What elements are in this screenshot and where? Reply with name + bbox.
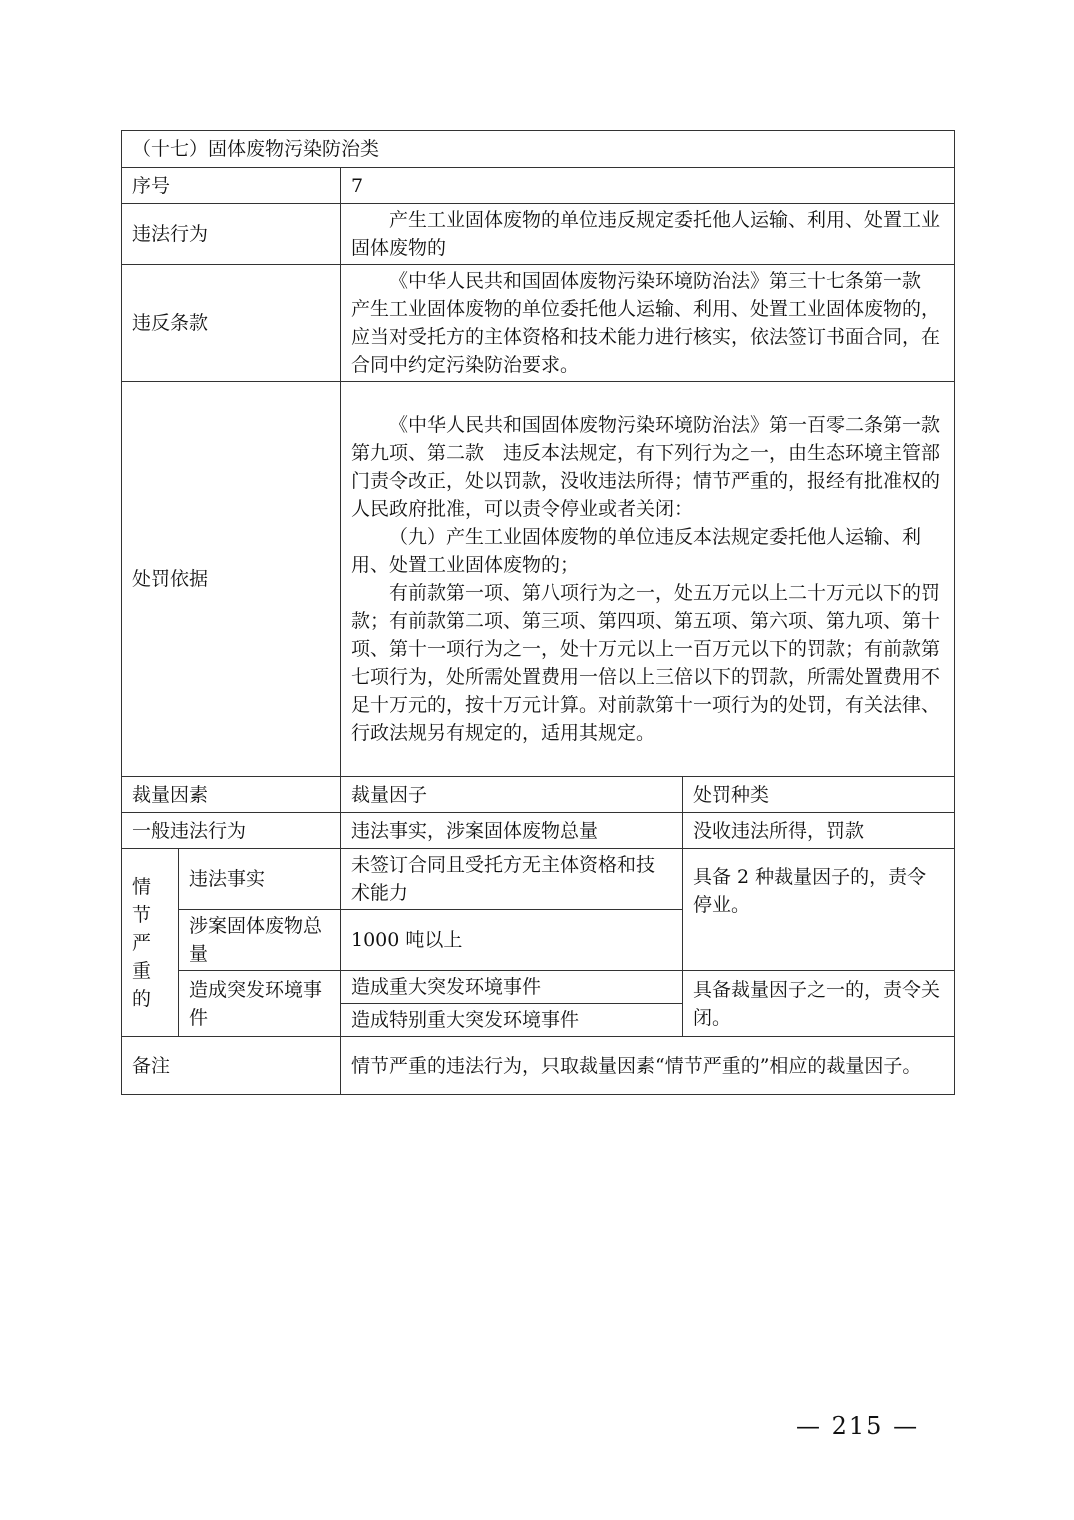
penalty-basis-label: 处罚依据 — [122, 382, 341, 777]
penalty-discretion-table — [121, 130, 955, 1095]
serious-label-char: 的 — [132, 987, 152, 1010]
violation-text: 产生工业固体废物的单位违反规定委托他人运输、利用、处置工业固体废物的 — [351, 209, 941, 259]
serious-factor-waste-total: 涉案固体废物总量 — [179, 910, 341, 971]
serious-violation-label — [122, 849, 179, 1037]
section-title: （十七）固体废物污染防治类 — [122, 131, 955, 168]
serious-penalty-close: 具备裁量因子之一的，责令关闭。 — [683, 971, 955, 1037]
seq-label: 序号 — [122, 168, 341, 204]
discretion-header-factor: 裁量因素 — [122, 777, 341, 813]
serious-label-char: 重 — [132, 959, 152, 982]
violation-label: 违法行为 — [122, 204, 341, 265]
serious-factor-fact: 违法事实 — [179, 849, 341, 910]
serious-sub-factor-waste-total: 1000 吨以上 — [341, 910, 683, 971]
serious-sub-factor-extra-major-incident: 造成特别重大突发环境事件 — [341, 1004, 683, 1037]
serious-penalty-suspend: 具备 2 种裁量因子的，责令停业。 — [683, 849, 955, 971]
penalty-basis-paragraph-2: （九）产生工业固体废物的单位违反本法规定委托他人运输、利用、处置工业固体废物的； — [351, 526, 922, 576]
page-number: — 215 — — [796, 1412, 920, 1440]
discretion-header-penalty-type: 处罚种类 — [683, 777, 955, 813]
serious-label-char: 情 — [132, 875, 152, 898]
penalty-basis-paragraph-1: 《中华人民共和国固体废物污染环境防治法》第一百零二条第一款第九项、第二款 违反本法规定，有下列行为之一，由生态环境主管部门责令改正，处以罚款，没收违法所得；情节严重的，报经有批准权的人民政府批准，可以责令停业或者关闭： — [351, 414, 941, 520]
penalty-basis-paragraph-3: 有前款第一项、第八项行为之一，处五万元以上二十万元以下的罚款；有前款第二项、第三项、第四项、第五项、第六项、第九项、第十项、第十一项行为之一，处十万元以上一百万元以下的罚款；有前款第七项行为，处所需处置费用一倍以上三倍以下的罚款，所需处置费用不足十万元的，按十万元计算。对前款第十一项行为的处罚，有关法律、行政法规另有规定的，适用其规定。 — [351, 582, 941, 744]
general-violation-penalty-type: 没收违法所得，罚款 — [683, 813, 955, 849]
serious-label-char: 节 — [132, 903, 152, 926]
serious-sub-factor-fact: 未签订合同且受托方无主体资格和技术能力 — [341, 849, 683, 910]
serious-factor-incident: 造成突发环境事件 — [179, 971, 341, 1037]
general-violation-sub-factor: 违法事实，涉案固体废物总量 — [341, 813, 683, 849]
violated-clause-text: 《中华人民共和国固体废物污染环境防治法》第三十七条第一款 产生工业固体废物的单位委托他人运输、利用、处置工业固体废物的，应当对受托方的主体资格和技术能力进行核实，依法签订书面合同，在合同中约定污染防治要求。 — [351, 270, 941, 376]
discretion-header-sub-factor: 裁量因子 — [341, 777, 683, 813]
violated-clause-cell — [341, 265, 955, 382]
serious-label-char: 严 — [132, 931, 152, 954]
violated-clause-label: 违反条款 — [122, 265, 341, 382]
remarks-text: 情节严重的违法行为，只取裁量因素“情节严重的”相应的裁量因子。 — [341, 1037, 955, 1095]
seq-value: 7 — [341, 168, 955, 204]
violation-cell — [341, 204, 955, 265]
serious-sub-factor-major-incident: 造成重大突发环境事件 — [341, 971, 683, 1004]
penalty-basis-cell — [341, 382, 955, 777]
remarks-label: 备注 — [122, 1037, 341, 1095]
general-violation-label: 一般违法行为 — [122, 813, 341, 849]
